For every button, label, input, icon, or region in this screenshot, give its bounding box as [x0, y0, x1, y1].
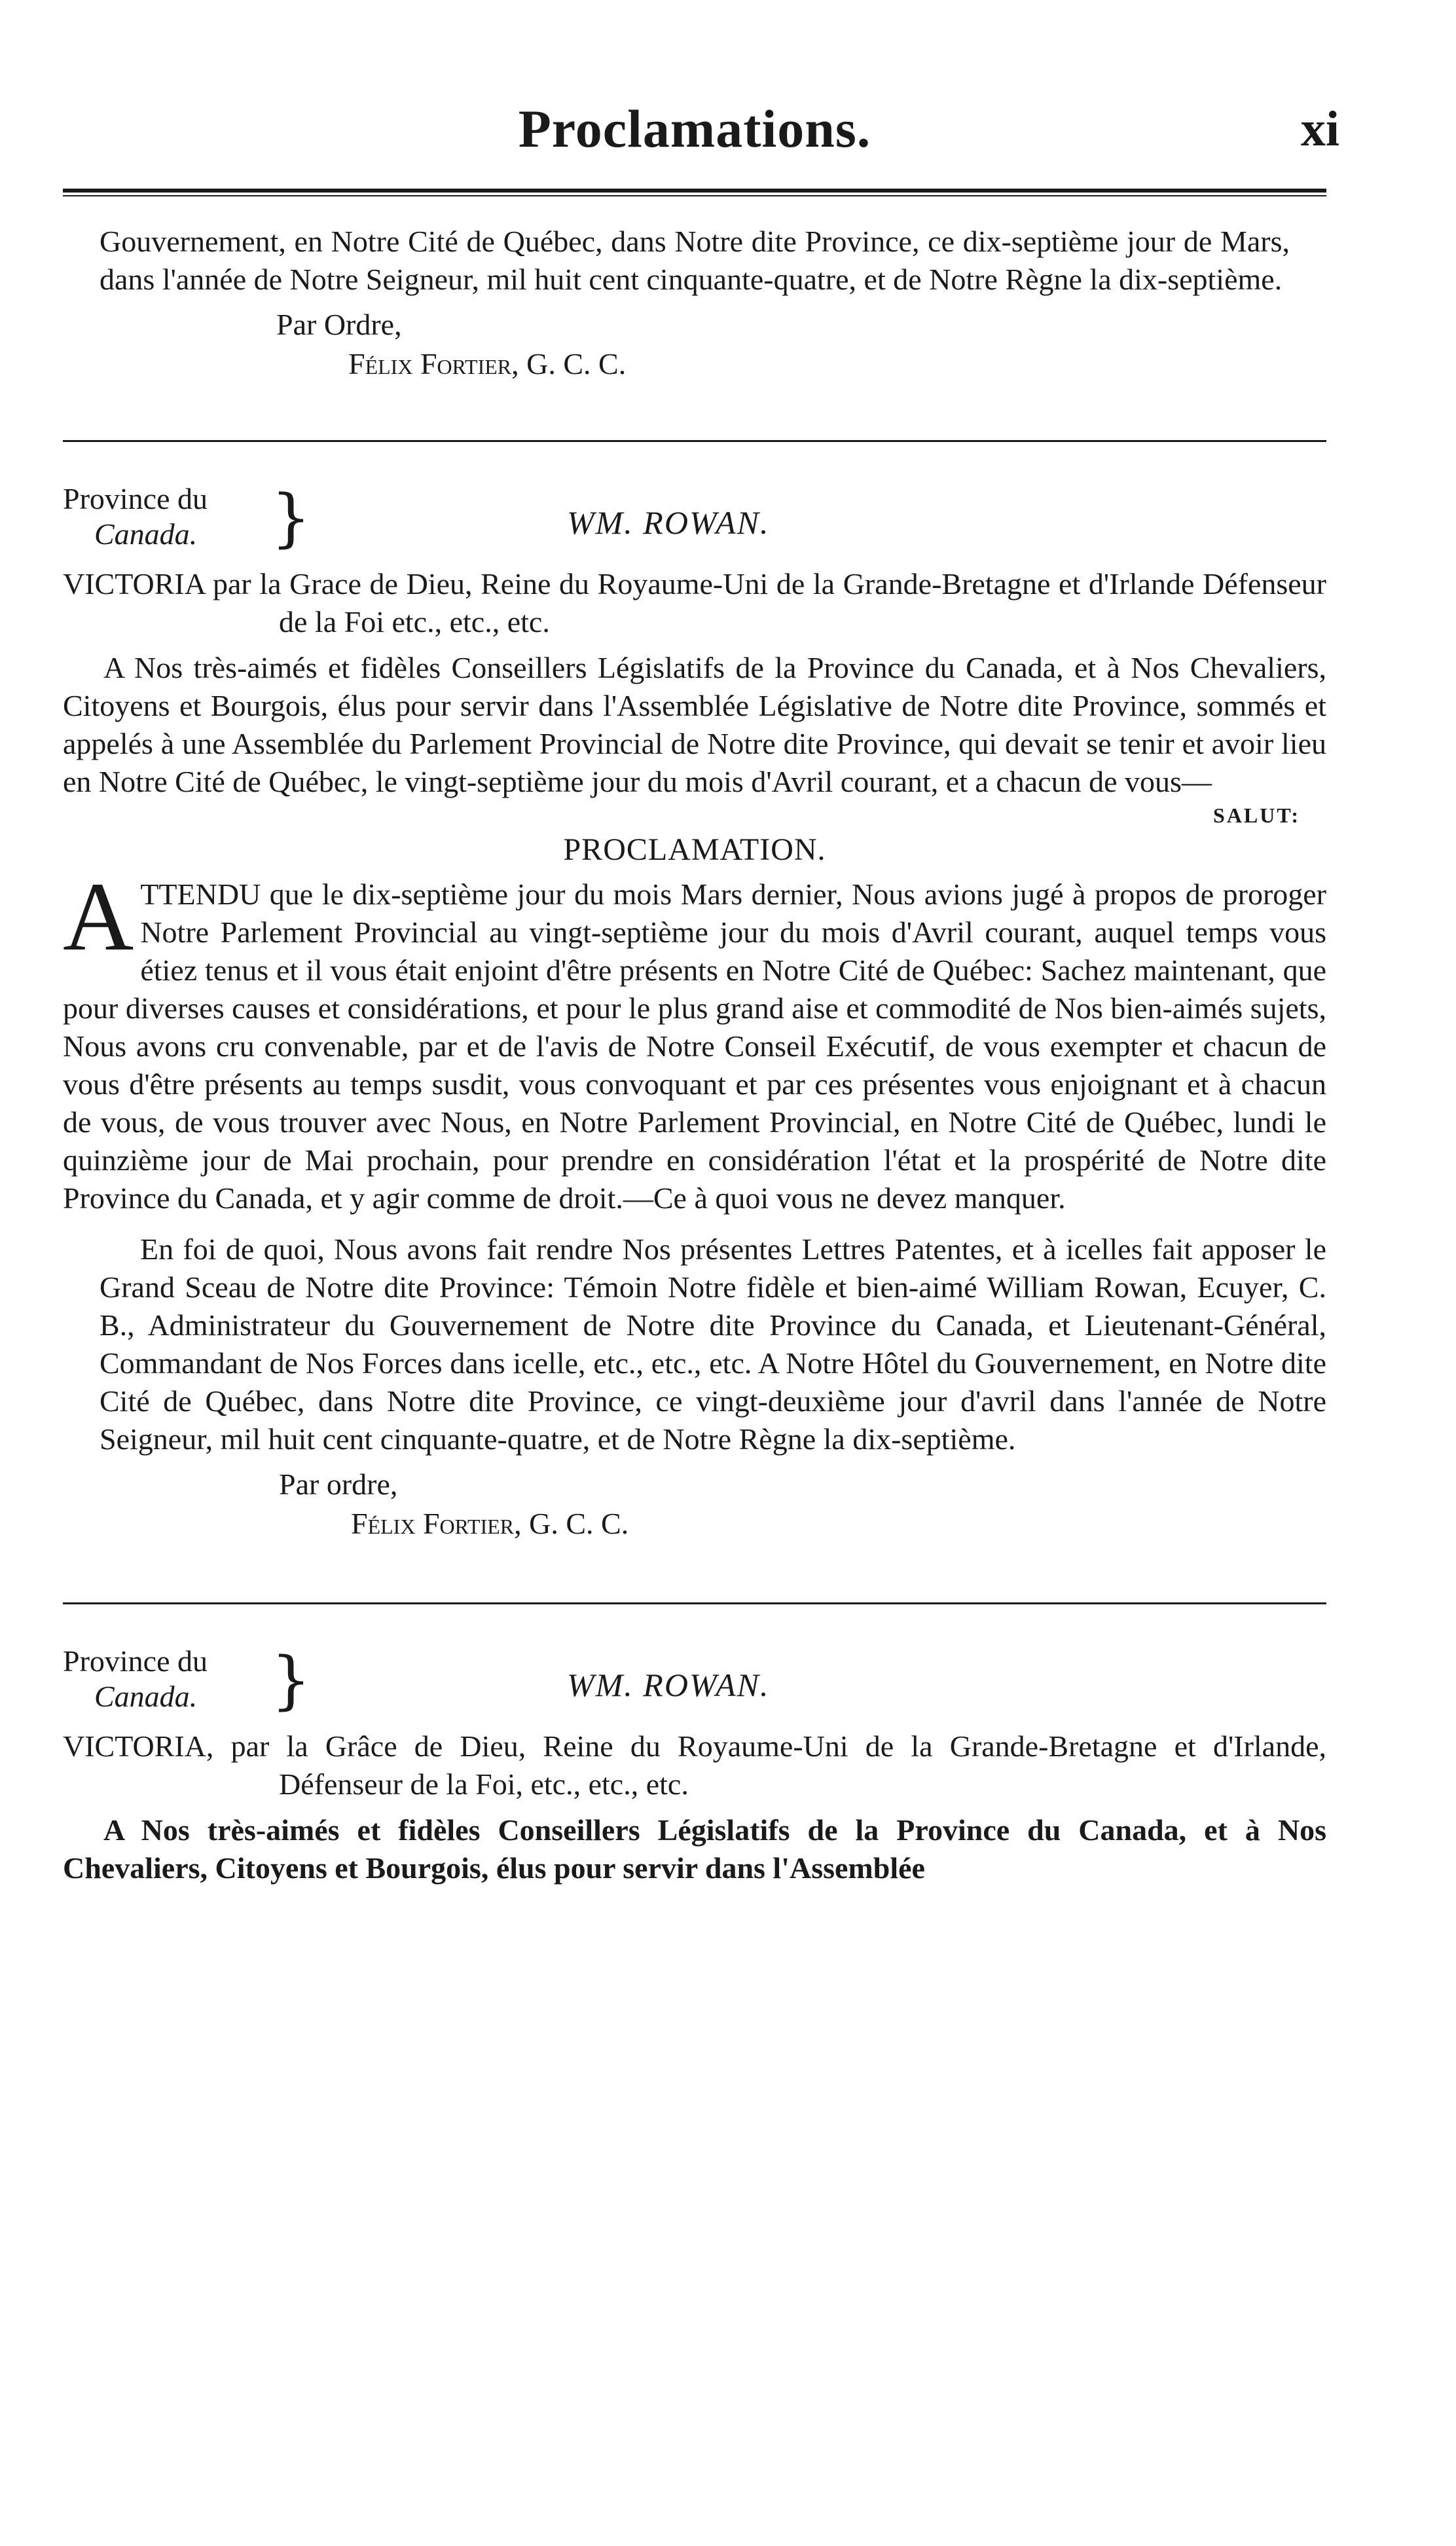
brace-icon: } — [271, 481, 312, 555]
governor-name: WM. ROWAN. — [567, 504, 770, 541]
address-paragraph: A Nos très-aimés et fidèles Conseillers Législatifs de la Province du Canada, et à Nos Chevaliers, Citoyens et Bourgois, élus pour servir dans l'Assemblée Législative de Notre dite Province, sommés et appelés à une Assemblée du Parlement Provincial de Notre dite Province, qui devait se tenir et avoir lieu en Notre Cité de Québec, le vingt-septième jour du mois d'Avril courant, et a chacun de vous— — [63, 651, 1326, 798]
victoria-title: VICTORIA par la Grace de Dieu, Reine du Royaume-Uni de la Grande-Bretagne et d'Irlande Défenseur de la Foi etc., etc., etc. — [63, 567, 1326, 638]
page-title: Proclamations. — [518, 99, 871, 158]
province-label: Province du Canada. — [63, 1644, 208, 1713]
brace-icon: } — [271, 1644, 312, 1717]
block2-par-ordre: Par ordre, — [279, 1467, 398, 1501]
block1-signature: Félix Fortier, G. C. C. — [348, 347, 627, 380]
dropcap: A — [63, 862, 134, 971]
proclamation-body: ATTENDU que le dix-septième jour du mois Mars dernier, Nous avions jugé à propos de proroger Notre Parlement Provincial au vingt-septième jour du mois d'Avril courant, auquel temps vous étiez tenus et il vous était enjoint d'être présents en Notre Cité de Québec: Sachez maintenant, que pour diverses causes et considérations, et pour le plus grand aise et commodité de Nos bien-aimés sujets, Nous avons cru convenable, par et de l'avis de Notre Conseil Exécutif, de vous exempter et chacun de vous d'être présents au temps susdit, vous convoquant et par ces présentes vous enjoignant et à chacun de vous, de vous trouver avec Nous, en Notre Parlement Provincial, en Notre Cité de Québec, lundi le quinzième jour de Mai prochain, pour prendre en considération l'état et la prospérité de Notre dite Province du Canada, et y agir comme de droit.—Ce à quoi vous ne devez manquer. — [63, 862, 1326, 1215]
block2-heading — [63, 481, 1326, 560]
block-1 — [63, 196, 1326, 384]
proclamation-heading: PROCLAMATION. — [563, 832, 826, 867]
province-label: Province du Canada. — [63, 482, 208, 551]
block2-signature: Félix Fortier, G. C. C. — [351, 1507, 629, 1540]
block-2 — [63, 442, 1326, 1543]
block-3 — [63, 1604, 1326, 1887]
block3-heading — [63, 1644, 1326, 1722]
governor-name: WM. ROWAN. — [567, 1667, 770, 1703]
block1-par-ordre: Par Ordre, — [276, 308, 402, 341]
header-rule — [63, 189, 1326, 196]
en-foi-paragraph: En foi de quoi, Nous avons fait rendre Nos présentes Lettres Patentes, et à icelles fait apposer le Grand Sceau de Notre dite Province: Témoin Notre fidèle et bien-aimé William Rowan, Ecuyer, C. B., Administrateur du Gouvernement de Notre dite Province du Canada, et Lieutenant-Général, Commandant de Nos Forces dans icelle, etc., etc., etc. A Notre Hôtel du Gouvernement, en Notre dite Cité de Québec, dans Notre dite Province, ce vingt-deuxième jour d'avril dans l'année de Notre Seigneur, mil huit cent cinquante-quatre, et de Notre Règne la dix-septième. — [100, 1232, 1326, 1456]
page-header — [63, 98, 1339, 177]
salut-label: SALUT: — [1213, 803, 1300, 827]
address-paragraph: A Nos très-aimés et fidèles Conseillers Législatifs de la Province du Canada, et à Nos Chevaliers, Citoyens et Bourgois, élus pour servir dans l'Assemblée — [63, 1813, 1326, 1885]
victoria-title: VICTORIA, par la Grâce de Dieu, Reine du Royaume-Uni de la Grande-Bretagne et d'Irlande, Défenseur de la Foi, etc., etc., etc. — [63, 1729, 1326, 1801]
document-page — [63, 98, 1339, 1887]
block1-text: Gouvernement, en Notre Cité de Québec, dans Notre dite Province, ce dix-septième jour de Mars, dans l'année de Notre Seigneur, mil huit cent cinquante-quatre, et de Notre Règne la dix-septième. — [100, 225, 1290, 296]
page-number: xi — [1300, 101, 1339, 157]
